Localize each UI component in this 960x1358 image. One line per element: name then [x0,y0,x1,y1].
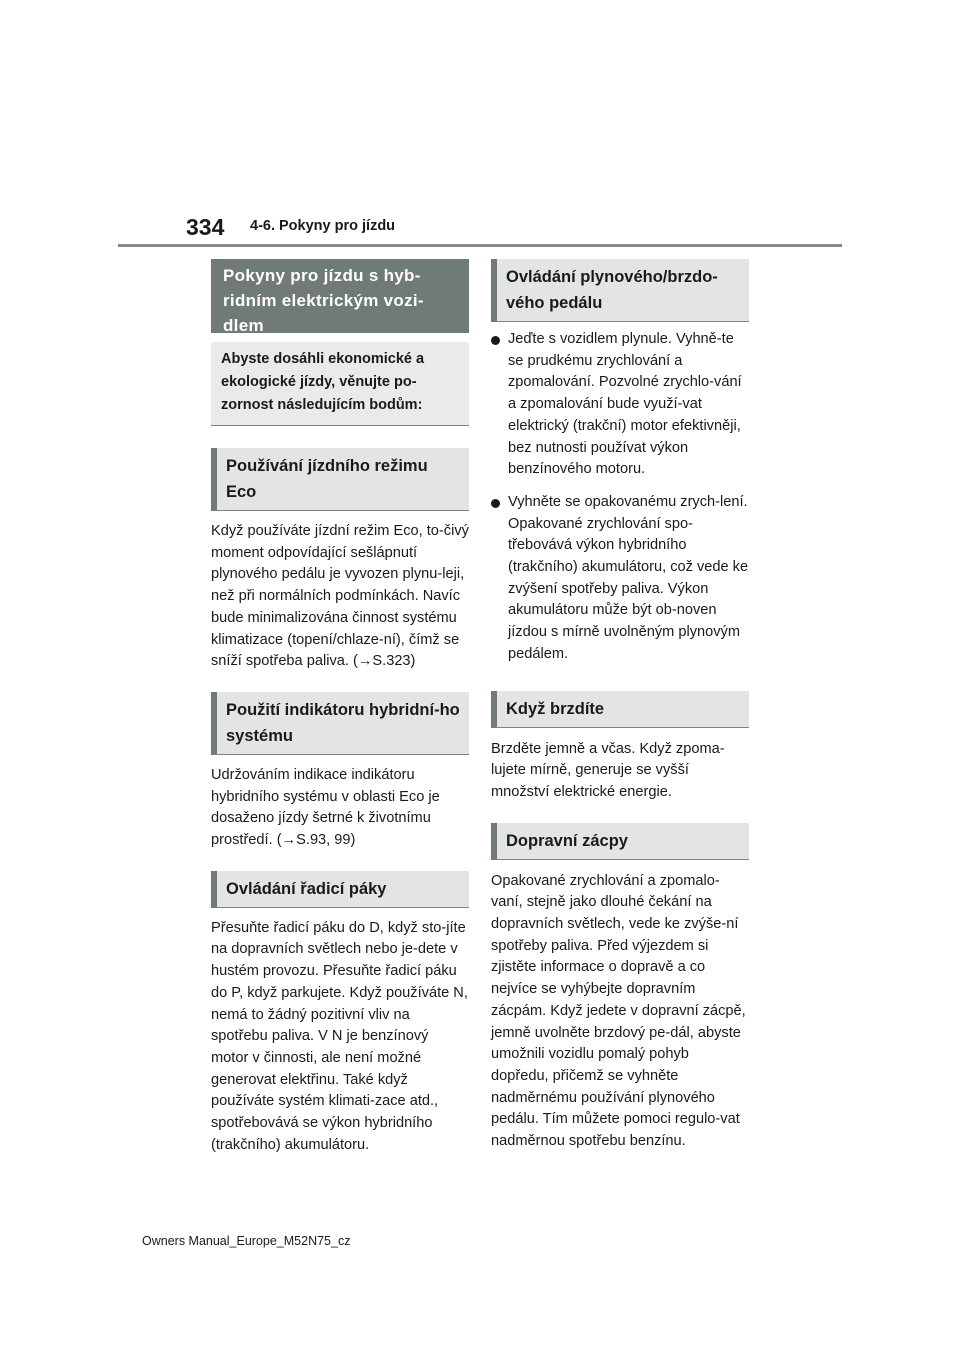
paragraph-shift-lever: Přesuňte řadicí páku do D, když sto-jíte na dopravních světlech nebo je-dete v hustém provozu. Přesuňte řadicí páku do P, když parkujete. Když používáte N, nemá to žádný pozitivní vliv na spotřebu paliva. V N je benzínový motor v činnosti, ale není možné generovat elektřinu. Také když používáte systém klimati-zace atd., spotřebovává se výkon hybridního (trakčního) akumulátoru. [211,919,468,1153]
right-column [491,259,749,1153]
heading-hybrid-indicator: Použití indikátoru hybridní-ho systému [211,692,469,755]
bullet-text: Vyhněte se opakovanému zrych-lení. Opakované zrychlování spo-třebovává výkon hybridního (trakčního) akumulátoru, což vede ke zvýšení spotřeby paliva. Výkon akumulátoru může být ob-noven jízdou s mírně uvolněným plynovým pedálem. [508,493,749,662]
paragraph-braking: Brzděte jemně a včas. Když zpoma-lujete mírně, generuje se vyšší množství elektrické energie. [491,740,725,800]
heading-shift-lever: Ovládání řadicí páky [211,871,469,908]
chapter-banner: Pokyny pro jízdu s hyb-ridním elektrickým vozi-dlem [211,259,469,333]
header-divider [118,244,842,247]
bullet-text: Jeďte s vozidlem plynule. Vyhně-te se prudkému zrychlování a zpomalování. Pozvolné zrychlo-vání a zpomalování bude využí-vat elektrický (trakční) motor efektivněji, bez nutnosti používat výkon benzínového motoru. [508,331,742,478]
paragraph-eco-mode: Když používáte jízdní režim Eco, to-čivý moment odpovídající sešlápnutí plynového pedálu je vyvozen plynu-leji, než při normálních podmínkách. Navíc bude minimalizována činnost systému klimatizace (topení/chlaze-ní), čímž se sníží spotřeba paliva. (→S.323) [211,523,469,670]
left-column [211,259,469,1156]
heading-pedal-control: Ovládání plynového/brzdo-vého pedálu [491,259,749,322]
footer-manual-id: Owners Manual_Europe_M52N75_cz [142,1234,351,1248]
section-title: 4-6. Pokyny pro jízdu [250,218,396,234]
bullet-icon [491,499,500,508]
page-number: 334 [186,214,225,240]
paragraph-traffic-jams: Opakované zrychlování a zpomalo-vaní, stejně jako dlouhé čekání na dopravních světlech, vede ke zvýše-ní spotřeby paliva. Před výjezdem si zjistěte informace o dopravě a co nejvíce se vyhýbejte dopravním zácpám. Když jedete v dopravní zácpě, jemně uvolněte brzdový pe-dál, abyste umožnili vozidlu pomalý pohyb dopředu, přičemž se vyhněte nadměrnému používání plynového pedálu. Tím můžete pomoci regulo-vat nadměrnou spotřebu benzínu. [491,872,746,1150]
bullet-icon [491,336,500,345]
heading-braking: Když brzdíte [491,691,749,728]
heading-traffic-jams: Dopravní zácpy [491,823,749,860]
intro-box: Abyste dosáhli ekonomické a ekologické jízdy, věnujte po-zornost následujícím bodům: [211,342,469,426]
bullet-item [491,329,749,481]
paragraph-hybrid-indicator: Udržováním indikace indikátoru hybridního systému v oblasti Eco je dosaženo jízdy šetrné k životnímu prostředí. (→S.93, 99) [211,766,440,849]
heading-eco-mode: Používání jízdního režimu Eco [211,448,469,511]
bullet-item [491,492,749,666]
